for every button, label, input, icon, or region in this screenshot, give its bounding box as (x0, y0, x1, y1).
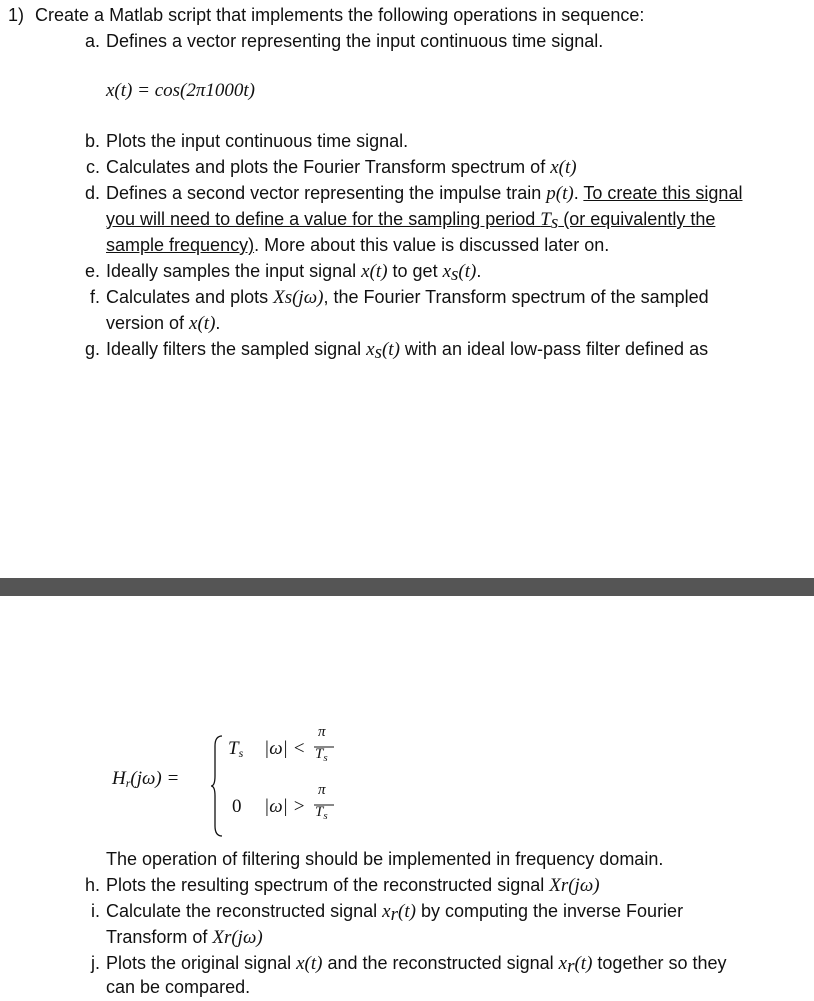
item-g-label: g. (84, 339, 100, 359)
item-j-math2: x (558, 953, 568, 974)
item-f-math3: x(t) (189, 313, 216, 334)
item-e-math2: x (442, 261, 452, 282)
item-d-math1: p(t) (546, 183, 574, 204)
item-d-body1 (106, 182, 742, 205)
item-i-body2 (106, 926, 263, 949)
formula-brace (210, 734, 224, 838)
item-e-label: e. (84, 261, 100, 281)
item-g-sub1: s (374, 342, 382, 363)
formula-lhs (112, 768, 179, 791)
item-i-text2: by computing the inverse Fourier (415, 901, 684, 921)
item-h-label: h. (84, 875, 100, 895)
item-e-sub2: s (451, 264, 459, 285)
item-i-text1: Calculate the reconstructed signal (106, 901, 383, 921)
equation-x (106, 80, 255, 102)
item-c-label: c. (85, 157, 100, 177)
item-g-text2: with an ideal low-pass filter defined as (399, 339, 709, 359)
question-number: 1) (8, 5, 25, 25)
item-i-text3: Transform of (106, 927, 213, 947)
item-j-text2: and the reconstructed signal (322, 953, 559, 973)
item-i-label: i. (91, 901, 100, 921)
item-f-math1: Xs(jω) (273, 287, 324, 308)
case1-frac-den-t: T (315, 746, 324, 762)
item-d-underline1: To create this signal (583, 183, 743, 203)
item-h-text1: Plots the resulting spectrum of the reconstructed signal (106, 875, 550, 895)
item-g-body (106, 338, 708, 364)
item-h-math1: Xr(jω) (549, 875, 600, 896)
item-d-label: d. (84, 183, 100, 203)
item-i-math2: (t) (398, 901, 416, 922)
filter-note-text: The operation of filtering should be implemented in frequency domain. (106, 849, 664, 869)
case2-frac-den-sub: s (323, 810, 328, 822)
item-d-underline3: (or equivalently the (558, 209, 716, 229)
item-d-body3 (106, 234, 609, 256)
formula-lhs-sub: r (125, 776, 131, 790)
case2-frac-num: π (318, 782, 326, 798)
item-f-body2 (106, 312, 220, 335)
item-i-body1 (106, 900, 683, 926)
item-j-math1: x(t) (296, 953, 323, 974)
item-i-sub1: r (390, 904, 398, 925)
item-c-math: x(t) (550, 157, 577, 178)
formula-lhs-rest: (jω) = (130, 768, 180, 789)
item-e-text3: . (476, 261, 482, 281)
item-g-math2: (t) (381, 339, 400, 360)
item-j-label: j. (91, 953, 100, 973)
item-j-sub2: r (567, 956, 575, 977)
filter-note (106, 848, 663, 870)
item-g-math1: x (366, 339, 375, 360)
case1-condition: |ω| < (264, 738, 306, 759)
item-f-text2: , the Fourier Transform spectrum of the sampled (323, 287, 709, 307)
item-j-text1: Plots the original signal (106, 953, 297, 973)
case1-sub: s (238, 746, 244, 760)
formula-lhs-h: H (112, 768, 126, 789)
item-f-label: f. (89, 287, 100, 307)
filter-formula (112, 724, 372, 842)
item-c-text: Calculates and plots the Fourier Transform spectrum of (106, 157, 551, 177)
item-e-math1: x(t) (361, 261, 388, 282)
item-d-math2: T (540, 209, 551, 230)
case2-condition: |ω| > (264, 796, 306, 817)
item-b-label: b. (84, 131, 100, 151)
item-b-text: Plots the input continuous time signal. (106, 131, 409, 151)
item-j-text4: can be compared. (106, 977, 251, 997)
item-d-text2: . (573, 183, 584, 203)
item-i-math1: x (382, 901, 391, 922)
question-header (8, 4, 644, 26)
item-h-body (106, 874, 600, 897)
formula-brace-path (211, 736, 222, 836)
page-separator-band (0, 578, 814, 596)
item-d-body2 (106, 208, 715, 234)
item-d-text1: Defines a second vector representing the impulse train (106, 183, 547, 203)
case1-frac-den-sub: s (323, 752, 328, 764)
item-d-underline4: sample frequency) (106, 235, 255, 255)
item-c-body (106, 156, 577, 179)
item-f-text4: . (215, 313, 221, 333)
case2-value: 0 (232, 796, 242, 817)
item-e-body (106, 260, 481, 286)
item-e-text1: Ideally samples the input signal (106, 261, 362, 281)
case2-frac-den (315, 804, 328, 822)
item-j-math3: (t) (574, 953, 593, 974)
item-e-text2: to get (387, 261, 443, 281)
item-g-text1: Ideally filters the sampled signal (106, 339, 367, 359)
question-intro: Create a Matlab script that implements the following operations in sequence: (35, 5, 645, 25)
item-i-math3: Xr(jω) (212, 927, 263, 948)
equation-x-text: x(t) = cos(2π1000t) (106, 80, 255, 101)
case1-value (228, 738, 243, 761)
item-f-text1: Calculates and plots (106, 287, 274, 307)
item-j-body1 (106, 952, 727, 978)
item-j-text3: together so they (592, 953, 727, 973)
item-d-text3: . More about this value is discussed later on. (254, 235, 610, 255)
item-f-body1 (106, 286, 709, 309)
item-d-sub2: s (550, 212, 559, 233)
item-a-label: a. (84, 31, 100, 51)
case1-frac-den (315, 746, 328, 764)
item-d-underline2: you will need to define a value for the sampling period (106, 209, 541, 229)
case2-frac-den-t: T (315, 804, 324, 820)
case1-t: T (228, 738, 239, 759)
item-a-text: Defines a vector representing the input continuous time signal. (106, 31, 604, 51)
item-f-text3: version of (106, 313, 190, 333)
item-e-math3: (t) (458, 261, 477, 282)
case1-frac-num: π (318, 724, 326, 740)
